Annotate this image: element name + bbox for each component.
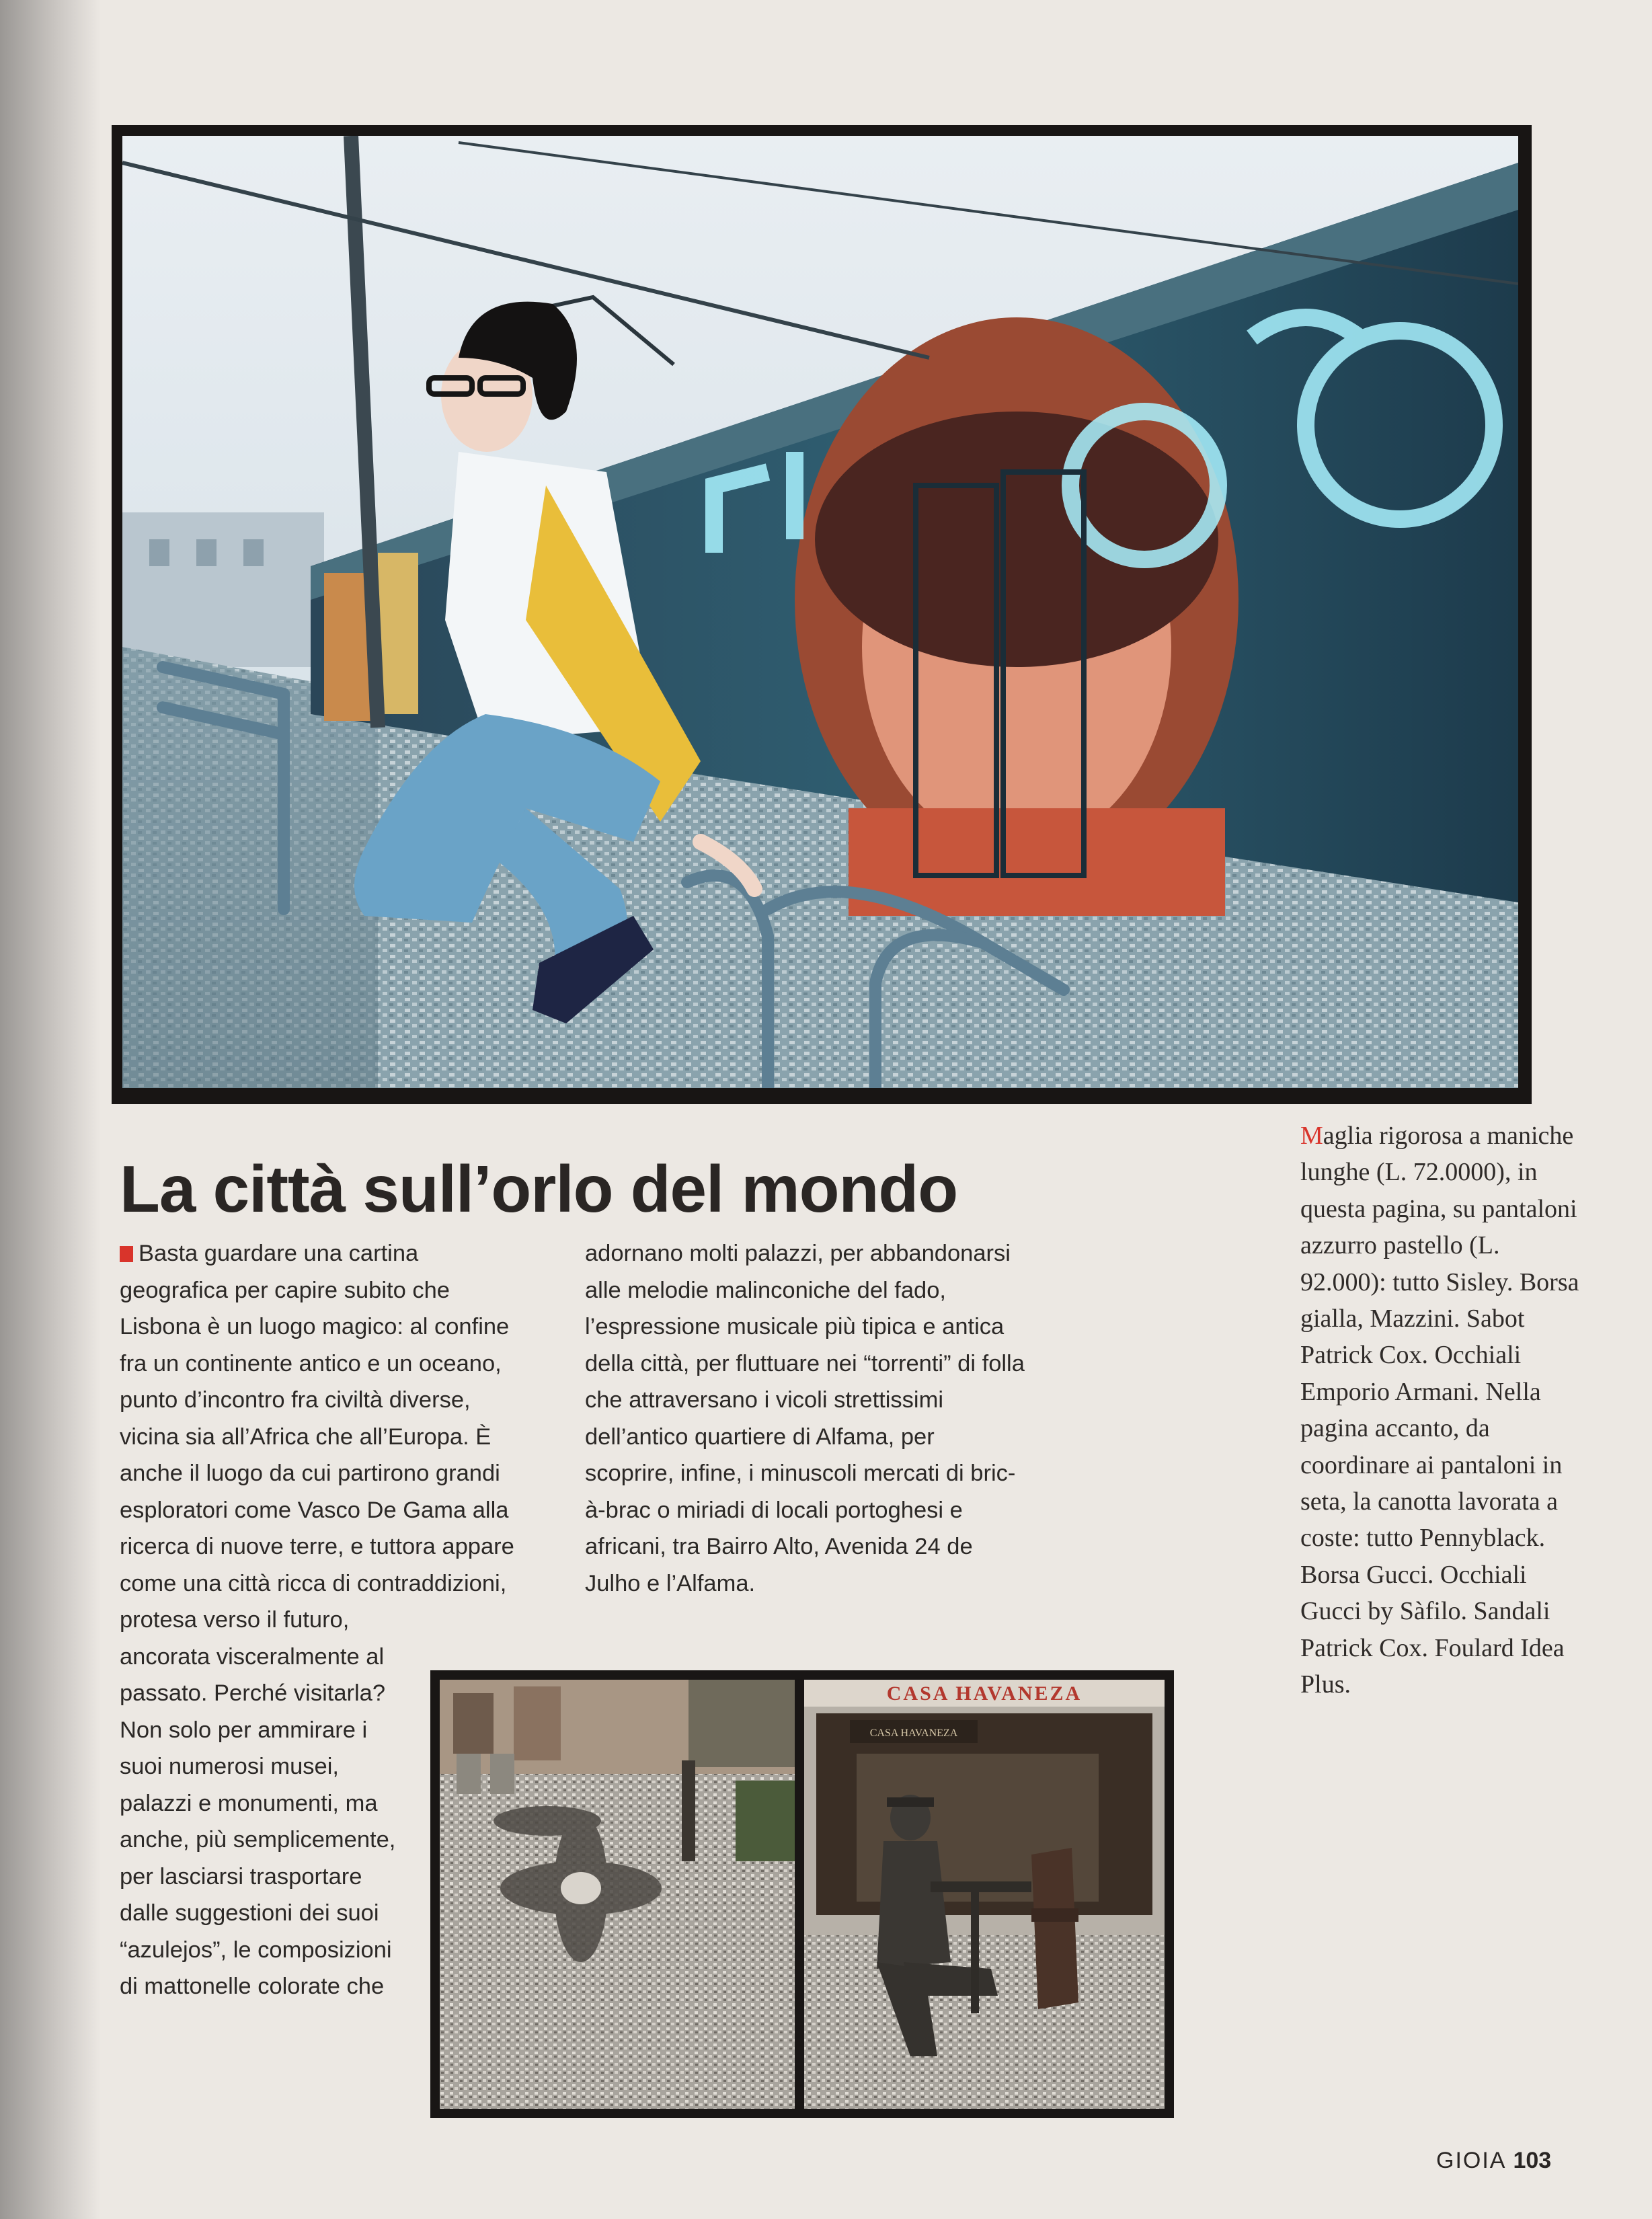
page-folio (1436, 2148, 1551, 2174)
article-text-narrow: ancorata visceralmente al passato. Perché visitarla? Non solo per ammirare i suoi numerosi musei, palazzi e monumenti, ma anche, più semplicemente, per lasciarsi trasportare dalle suggestioni dei suoi “azulejos”, le composizioni di mattonelle colorate che (120, 1643, 396, 1999)
fashion-caption (1300, 1118, 1589, 1703)
article-text-col2: adornano molti palazzi, per abbandonarsi alle melodie malinconiche del fado, l’espressione musicale più tipica e antica della città, per fluttuare nei “torrenti” di folla che attraversano i vicoli strettissimi dell’antico quartiere di Alfama, per scoprire, infine, i minuscoli mercati di bric-à-brac o miriadi di locali portoghesi e africani, tra Bairro Alto, Avenida 24 de Julho e l’Alfama. (585, 1241, 1025, 1596)
shop-window-sign-text: CASA HAVANEZA (869, 1727, 958, 1739)
magazine-name: GIOIA (1436, 2148, 1507, 2173)
article-column-2 (585, 1235, 1029, 1602)
page-number: 103 (1513, 2148, 1552, 2173)
shop-sign-text: CASA HAVANEZA (886, 1682, 1083, 1705)
main-photo (112, 125, 1532, 1104)
cafe-statue-photo (804, 1680, 1165, 2109)
tram-scene-illustration (122, 136, 1518, 1088)
article-headline: La città sull’orlo del mondo (120, 1152, 958, 1226)
caption-initial: M (1300, 1122, 1323, 1150)
red-square-bullet (120, 1246, 133, 1262)
page-gutter-shadow (0, 0, 101, 2219)
article-column-1-wide (120, 1235, 523, 1639)
lisbon-square-and-statue-illustration (440, 1680, 1165, 2109)
article-text-wide: Basta guardare una cartina geografica per capire subito che Lisbona è un luogo magico: al confine fra un continente antico e un oceano, punto d’incontro fra civiltà diverse, vicina sia all’Africa che all’Europa. È anche il luogo da cui partirono grandi esploratori come Vasco De Gama alla ricerca di nuove terre, e tuttora appare come una città ricca di contraddizioni, protesa verso il futuro, (120, 1241, 514, 1633)
mosaic-square-photo (440, 1680, 795, 2109)
caption-text: aglia rigorosa a maniche lunghe (L. 72.0000), in questa pagina, su pantaloni azzurro pastello (L. 92.000): tutto Sisley. Borsa gialla, Mazzini. Sabot Patrick Cox. Occhiali Emporio Armani. Nella pagina accanto, da coordinare ai pantaloni in seta, la canotta lavorata a coste: tutto Pennyblack. Borsa Gucci. Occhiali Gucci by Sàfilo. Sandali Patrick Cox. Foulard Idea Plus. (1300, 1122, 1579, 1699)
inset-photos (430, 1670, 1174, 2118)
